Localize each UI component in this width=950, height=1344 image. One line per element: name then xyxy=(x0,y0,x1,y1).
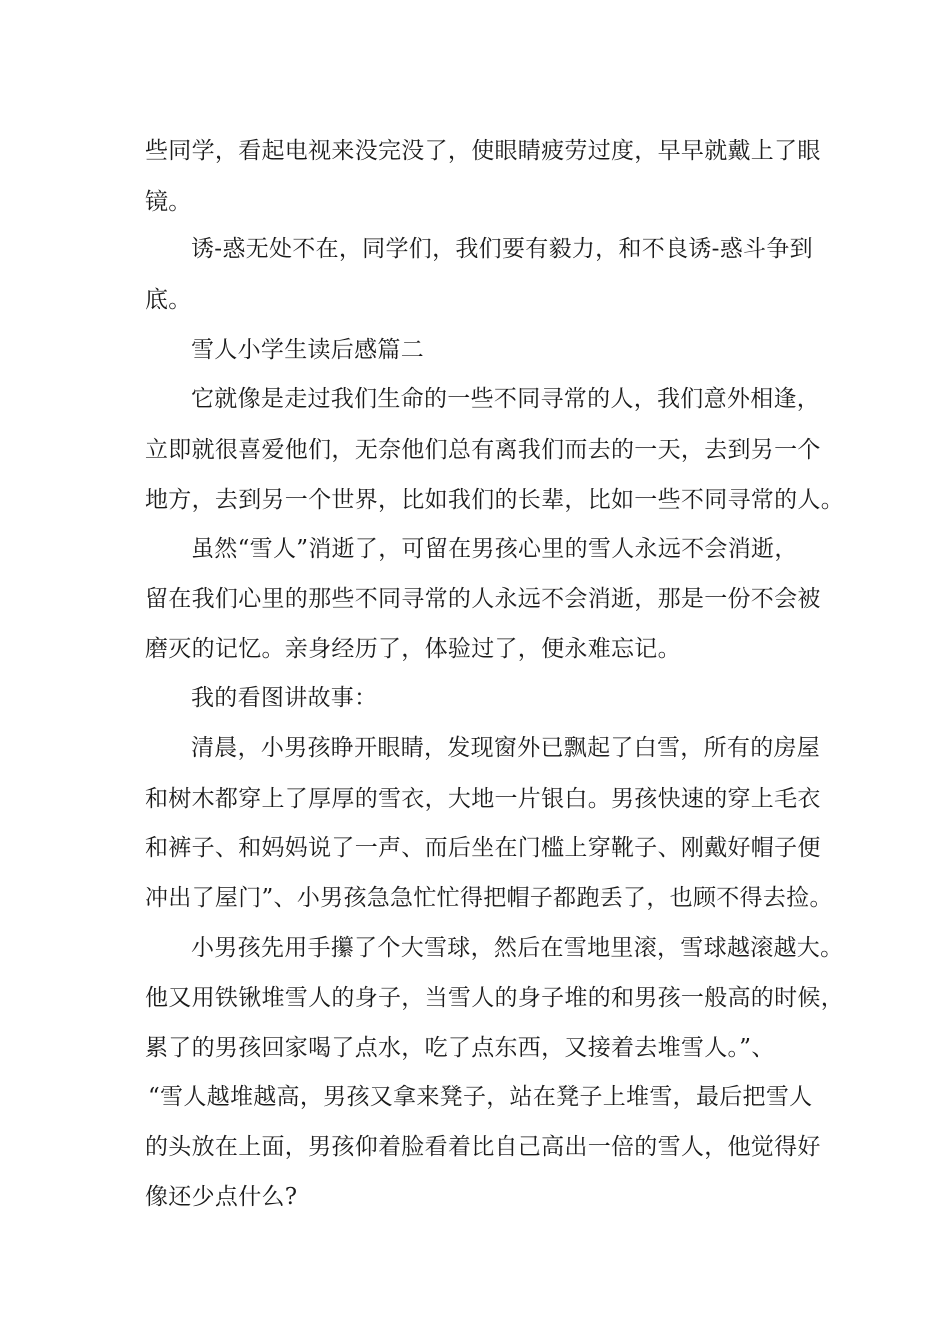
text-line: 我的看图讲故事： xyxy=(191,685,378,711)
text-line: 磨灭的记忆。亲身经历了，体验过了，便永难忘记。 xyxy=(145,636,681,662)
text-line: 小男孩先用手攥了个大雪球，然后在雪地里滚，雪球越滚越大。 xyxy=(191,935,844,961)
text-line: 它就像是走过我们生命的一些不同寻常的人，我们意外相逢， xyxy=(191,386,821,412)
text-line: 虽然“雪人”消逝了，可留在男孩心里的雪人永远不会消逝， xyxy=(191,536,798,562)
section-heading: 雪人小学生读后感篇二 xyxy=(191,337,424,363)
text-line: 诱-惑无处不在，同学们，我们要有毅力，和不良诱-惑斗争到 xyxy=(191,236,813,262)
text-line: “雪人越堆越高，男孩又拿来凳子，站在凳子上堆雪，最后把雪人 xyxy=(148,1084,813,1110)
text-line: 的头放在上面，男孩仰着脸看着比自己高出一倍的雪人，他觉得好 xyxy=(145,1134,821,1160)
text-line: 累了的男孩回家喝了点水，吃了点东西，又接着去堆雪人。”、 xyxy=(145,1035,775,1061)
text-line: 清晨，小男孩睁开眼睛，发现窗外已飘起了白雪，所有的房屋 xyxy=(191,735,821,761)
text-line: 像还少点什么? xyxy=(145,1184,298,1210)
text-line: 底。 xyxy=(145,287,192,313)
text-line: 立即就很喜爱他们，无奈他们总有离我们而去的一天，去到另一个 xyxy=(145,437,821,463)
text-line: 地方，去到另一个世界，比如我们的长辈，比如一些不同寻常的人。 xyxy=(145,487,844,513)
text-line: 和裤子、和妈妈说了一声、而后坐在门槛上穿靴子、刚戴好帽子便 xyxy=(145,835,821,861)
text-line: 留在我们心里的那些不同寻常的人永远不会消逝，那是一份不会被 xyxy=(145,586,821,612)
text-line: 他又用铁锹堆雪人的身子，当雪人的身子堆的和男孩一般高的时候， xyxy=(145,985,844,1011)
text-line: 些同学，看起电视来没完没了，使眼睛疲劳过度，早早就戴上了眼 xyxy=(145,138,821,164)
text-line: 和树木都穿上了厚厚的雪衣，大地一片银白。男孩快速的穿上毛衣 xyxy=(145,786,821,812)
text-line: 冲出了屋门”、小男孩急急忙忙得把帽子都跑丢了，也顾不得去捡。 xyxy=(145,885,833,911)
text-line: 镜。 xyxy=(145,189,192,215)
